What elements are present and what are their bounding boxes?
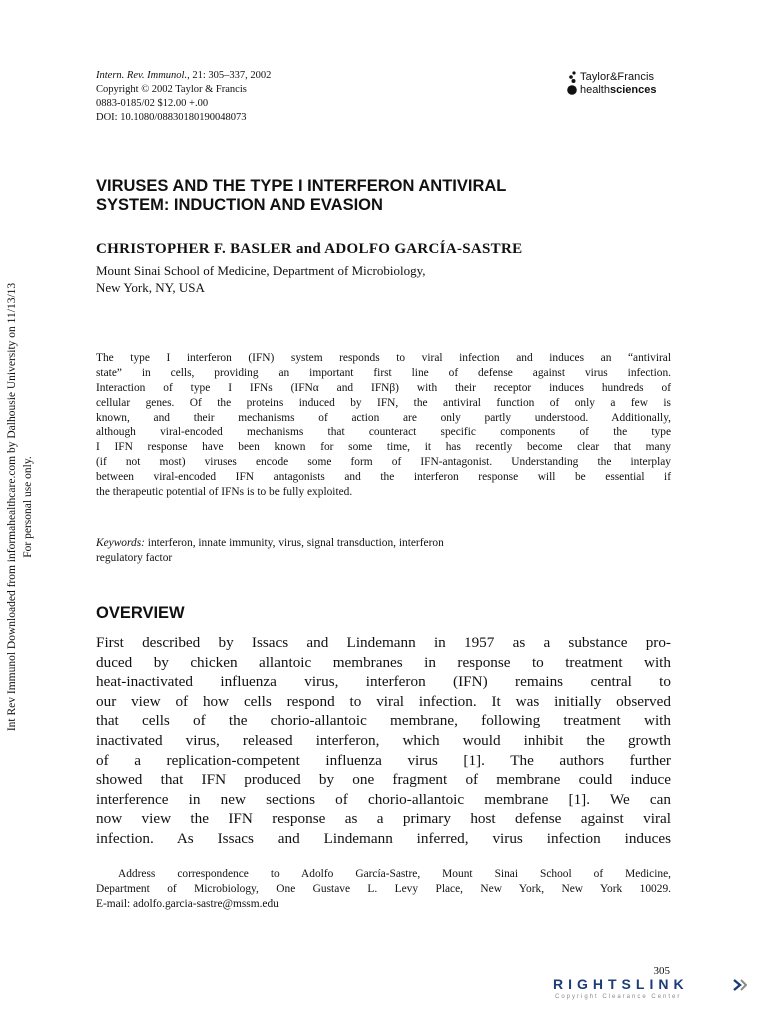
body-line: inactivated virus, released interferon, which would inhibit the growth bbox=[96, 731, 671, 749]
body-line: showed that IFN produced by one fragment of membrane could induce bbox=[96, 771, 671, 789]
abstract-line: the therapeutic potential of IFNs is to be fully exploited. bbox=[96, 486, 353, 499]
authors: CHRISTOPHER F. BASLER and ADOLFO GARCÍA-SASTRE bbox=[96, 241, 523, 257]
keywords bbox=[96, 536, 671, 566]
footnote-line: Address correspondence to Adolfo García-Sastre, Mount Sinai School of Medicine, bbox=[118, 868, 671, 880]
journal-citation bbox=[96, 69, 456, 125]
publisher-logo-icon bbox=[566, 70, 578, 98]
abstract-line: Interaction of type I IFNs (IFNα and IFNβ) with their receptor induces hundreds of bbox=[96, 381, 671, 394]
publisher-logo-health: health bbox=[580, 84, 610, 96]
footnote-line: Department of Microbiology, One Gustave L. Levy Place, New York, New York 10029. bbox=[96, 883, 671, 895]
abstract-line: (if not most) viruses encode some form of IFN-antagonist. Understanding the interplay bbox=[96, 456, 671, 469]
issn-price-line: 0883-0185/02 $12.00 +.00 bbox=[96, 98, 209, 109]
doi-line: DOI: 10.1080/08830180190048073 bbox=[96, 112, 247, 123]
body-line: heat-inactivated influenza virus, interferon (IFN) remains central to bbox=[96, 673, 671, 691]
abstract-line: cellular genes. Of the proteins induced by IFN, the antiviral function of only a few is bbox=[96, 396, 671, 409]
keywords-line: regulatory factor bbox=[96, 552, 173, 564]
watermark-line: For personal use only. bbox=[22, 456, 34, 558]
abstract-line: I IFN response have been known for some time, it has recently become clear that many bbox=[96, 441, 671, 454]
footnote-email: E-mail: adolfo.garcia-sastre@mssm.edu bbox=[96, 898, 279, 910]
abstract-line: known, and their mechanisms of action are only partly understood. Additionally, bbox=[96, 411, 671, 424]
abstract-line: The type I interferon (IFN) system responds to viral infection and induces an “antiviral bbox=[96, 352, 671, 364]
affiliation-line: Mount Sinai School of Medicine, Department of Microbiology, bbox=[96, 263, 426, 278]
rightslink-logo bbox=[553, 976, 753, 1006]
body-line: of a replication-competent influenza virus [1]. The authors further bbox=[96, 751, 671, 769]
affiliation bbox=[96, 262, 676, 296]
publisher-logo-sciences: sciences bbox=[609, 84, 657, 96]
section-heading-overview: OVERVIEW bbox=[96, 604, 185, 622]
citation-line-journal bbox=[96, 69, 456, 83]
page-number: 305 bbox=[653, 965, 670, 977]
abstract-line: although viral-encoded mechanisms that counteract specific components of the type bbox=[96, 426, 671, 439]
rightslink-word: RIGHTSLINK bbox=[553, 976, 689, 992]
journal-name: Intern. Rev. Immunol. bbox=[96, 70, 188, 81]
body-line: now view the IFN response as a primary host defense against viral bbox=[96, 810, 671, 828]
copyright-line: Copyright © 2002 Taylor & Francis bbox=[96, 84, 247, 95]
abstract-line: between viral-encoded IFN antagonists and the interferon response will be essential if bbox=[96, 471, 671, 484]
volume-pages-year: , 21: 305–337, 2002 bbox=[187, 70, 272, 81]
abstract-line: state” in cells, providing an important first line of defense against virus infection. bbox=[96, 366, 671, 379]
body-line: our view of how cells respond to viral infection. It was initially observed bbox=[96, 692, 671, 710]
download-watermark bbox=[4, 257, 40, 757]
publisher-logo bbox=[566, 70, 676, 100]
body-line: that cells of the chorio-allantoic membrane, following treatment with bbox=[96, 712, 671, 730]
keywords-line bbox=[96, 536, 671, 551]
publisher-logo-line1: Taylor&Francis bbox=[580, 71, 655, 83]
article-title bbox=[96, 177, 676, 215]
overview-body bbox=[96, 633, 671, 849]
abstract bbox=[96, 351, 671, 500]
rightslink-arrow-icon bbox=[731, 977, 747, 993]
affiliation-line: New York, NY, USA bbox=[96, 280, 205, 295]
watermark-line: Int Rev Immunol Downloaded from informahealthcare.com by Dalhousie University on 11/13/13 bbox=[6, 282, 18, 732]
body-line: interference in new sections of chorio-allantoic membrane [1]. We can bbox=[96, 790, 671, 808]
body-line: infection. As Issacs and Lindemann inferred, virus infection induces bbox=[96, 829, 671, 847]
publisher-logo-line2 bbox=[580, 84, 656, 96]
title-line: VIRUSES AND THE TYPE I INTERFERON ANTIVIRAL bbox=[96, 177, 507, 195]
rightslink-subtitle: Copyright Clearance Center bbox=[555, 994, 682, 1000]
keywords-list: interferon, innate immunity, virus, signal transduction, interferon bbox=[144, 537, 444, 549]
title-line: SYSTEM: INDUCTION AND EVASION bbox=[96, 196, 383, 214]
body-line: First described by Issacs and Lindemann in 1957 as a substance pro- bbox=[96, 634, 671, 651]
keywords-label: Keywords: bbox=[96, 537, 145, 549]
correspondence-footnote bbox=[96, 867, 671, 912]
body-line: duced by chicken allantoic membranes in response to treatment with bbox=[96, 653, 671, 671]
